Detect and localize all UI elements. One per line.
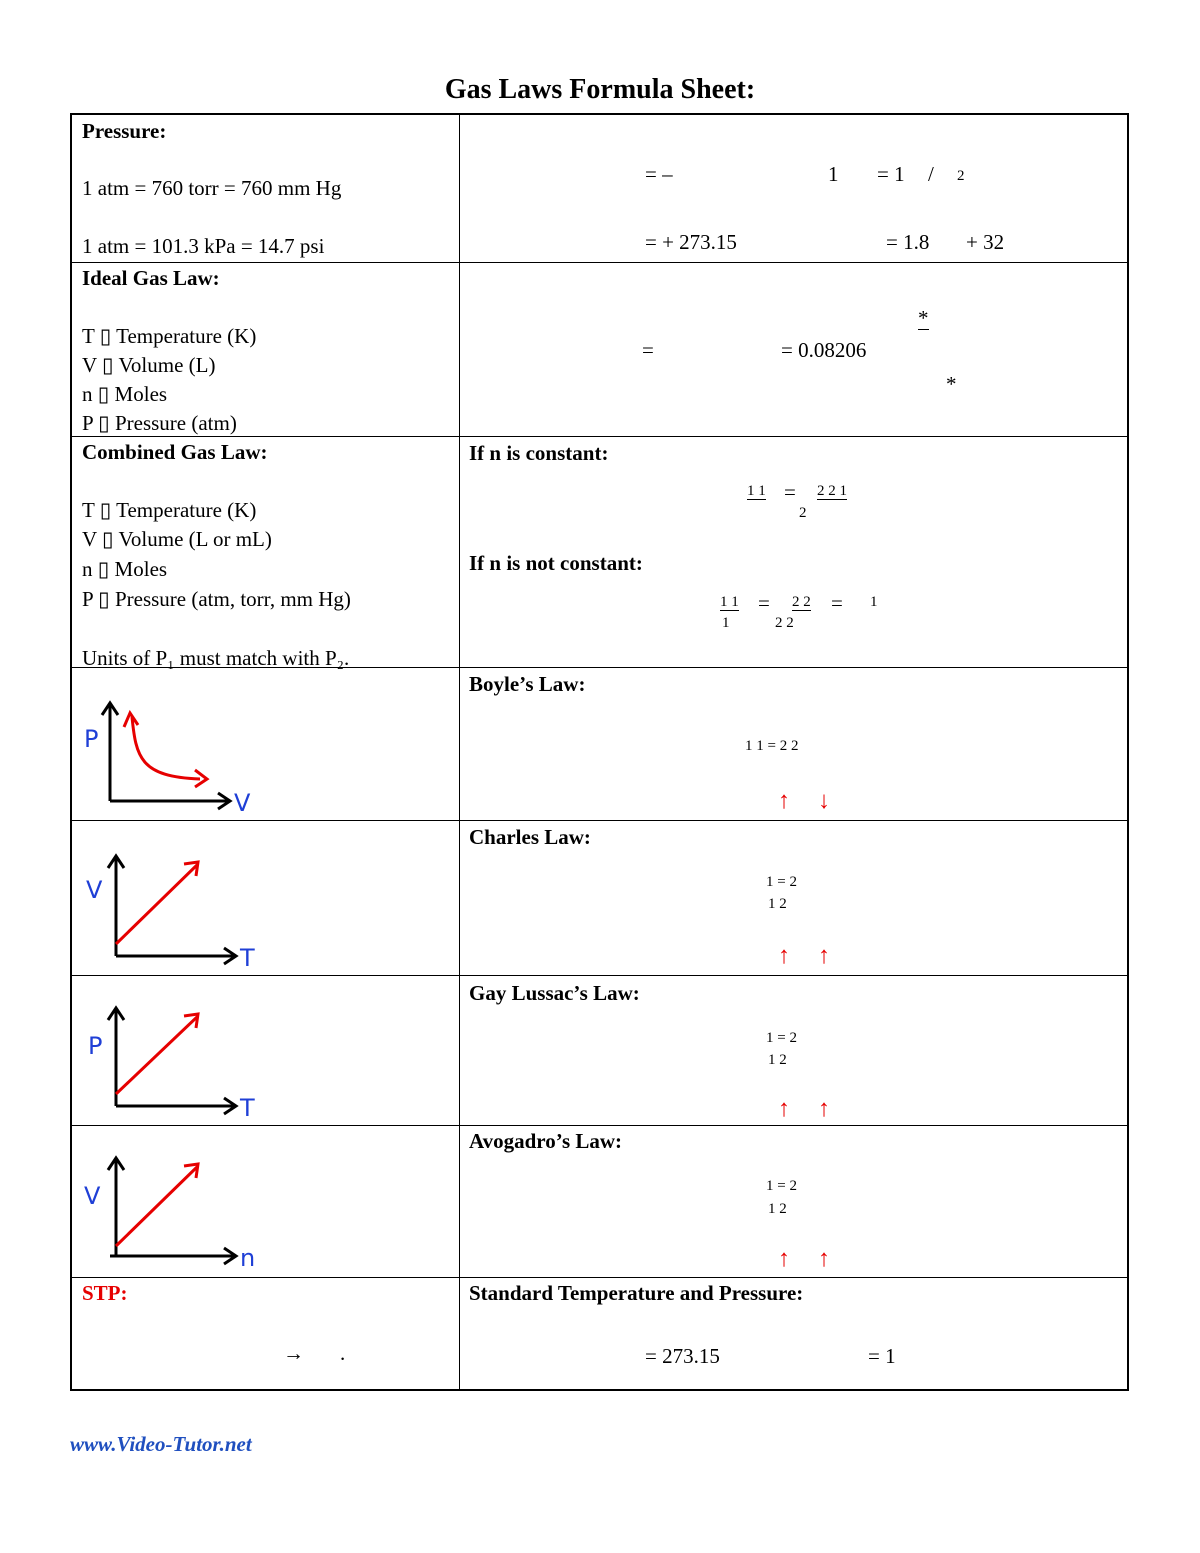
column-divider — [459, 115, 460, 1389]
linear-trend-line — [116, 1166, 198, 1246]
gay-lussac-heading: Gay Lussac’s Law: — [469, 981, 640, 1005]
row-divider — [72, 1277, 1127, 1278]
row-divider — [72, 1125, 1127, 1126]
standard-temperature: = 273.15 — [645, 1344, 720, 1368]
combined-eq1-right: 2 2 1 — [817, 483, 847, 499]
combined-eq2-den-left: 1 — [722, 615, 730, 631]
charles-arrow-up-icon-2: ↑ — [818, 943, 830, 969]
pressure-line-2: 1 atm = 101.3 kPa = 14.7 psi — [82, 234, 325, 258]
ideal-gas-heading: Ideal Gas Law: — [82, 266, 220, 290]
standard-pressure: = 1 — [868, 1344, 896, 1368]
stp-arrow-icon: → — [283, 1341, 304, 1365]
pressure-formula-5: 2 — [957, 168, 965, 184]
linear-trend-line — [116, 1016, 198, 1094]
ideal-var-p: P ▯ Pressure (atm) — [82, 411, 237, 435]
avogadro-arrow-up-icon-2: ↑ — [818, 1246, 830, 1272]
stp-heading: STP: — [82, 1281, 128, 1305]
pressure-heading: Pressure: — [82, 119, 167, 143]
row-divider — [72, 262, 1127, 263]
row-divider — [72, 436, 1127, 437]
fahrenheit-conversion-a: = 1.8 — [886, 230, 930, 254]
gay-lussac-denominator: 1 2 — [768, 1052, 787, 1068]
axis-label-y: V — [84, 1182, 101, 1210]
pressure-formula-3: = 1 — [877, 162, 905, 186]
gas-constant-star-bottom: * — [946, 372, 957, 396]
ideal-var-v: V ▯ Volume (L) — [82, 353, 216, 377]
ideal-var-t: T ▯ Temperature (K) — [82, 324, 257, 348]
pressure-line-1: 1 atm = 760 torr = 760 mm Hg — [82, 176, 342, 200]
pressure-formula-2: 1 — [828, 162, 839, 186]
gay-lussac-graph — [80, 1004, 270, 1124]
boyle-arrow-down-icon: ↓ — [818, 788, 830, 814]
ideal-equation: = — [642, 338, 654, 362]
combined-eq1-denominator: 2 — [799, 505, 807, 521]
stp-right-heading: Standard Temperature and Pressure: — [469, 1281, 804, 1305]
avogadro-numerator: 1 = 2 — [766, 1178, 797, 1194]
pressure-formula-4: / — [928, 162, 934, 186]
n-not-constant-heading: If n is not constant: — [469, 551, 643, 575]
gas-constant-star-top: * — [918, 306, 929, 330]
combined-eq2-left: 1 1 — [720, 594, 739, 610]
charles-numerator: 1 = 2 — [766, 874, 797, 890]
axis-label-y: V — [86, 876, 103, 904]
fahrenheit-conversion-b: + 32 — [966, 230, 1005, 254]
boyle-arrow-up-icon: ↑ — [778, 788, 790, 814]
website-link[interactable]: www.Video-Tutor.net — [70, 1432, 252, 1456]
axis-label-y: P — [84, 725, 99, 753]
combined-var-v: V ▯ Volume (L or mL) — [82, 527, 272, 551]
gas-constant-value: = 0.08206 — [781, 338, 867, 362]
combined-eq2-end: 1 — [870, 594, 878, 610]
row-divider — [72, 820, 1127, 821]
avogadro-denominator: 1 2 — [768, 1201, 787, 1217]
charles-denominator: 1 2 — [768, 896, 787, 912]
combined-eq2-right: 2 2 — [792, 594, 811, 610]
avogadro-graph — [80, 1154, 270, 1274]
n-constant-heading: If n is constant: — [469, 441, 609, 465]
charles-arrow-up-icon: ↑ — [778, 943, 790, 969]
axis-label-x: T — [240, 1094, 255, 1122]
pressure-formula-1: = – — [645, 162, 673, 186]
pressure-volume-curve — [132, 717, 200, 779]
boyle-graph — [80, 697, 270, 817]
kelvin-conversion: = + 273.15 — [645, 230, 737, 254]
axis-label-x: T — [240, 944, 255, 972]
combined-var-p: P ▯ Pressure (atm, torr, mm Hg) — [82, 587, 351, 611]
combined-heading: Combined Gas Law: — [82, 440, 268, 464]
combined-var-t: T ▯ Temperature (K) — [82, 498, 257, 522]
combined-eq2-equals-2: = — [831, 591, 843, 615]
charles-graph — [80, 852, 270, 972]
combined-eq1-equals: = — [784, 480, 796, 504]
gay-lussac-arrow-up-icon-2: ↑ — [818, 1096, 830, 1122]
axis-label-y: P — [88, 1032, 103, 1060]
combined-var-n: n ▯ Moles — [82, 557, 168, 581]
gay-lussac-arrow-up-icon: ↑ — [778, 1096, 790, 1122]
axis-label-x: V — [234, 789, 251, 817]
page-title: Gas Laws Formula Sheet: — [444, 74, 756, 105]
gay-lussac-numerator: 1 = 2 — [766, 1030, 797, 1046]
charles-heading: Charles Law: — [469, 825, 591, 849]
stp-dot: . — [340, 1341, 346, 1365]
boyle-equation: 1 1 = 2 2 — [745, 738, 799, 754]
combined-eq1-left: 1 1 — [747, 483, 766, 499]
linear-trend-line — [116, 864, 198, 944]
combined-eq2-equals: = — [758, 591, 770, 615]
axis-label-x: n — [240, 1244, 256, 1272]
combined-eq2-den-right: 2 2 — [775, 615, 794, 631]
boyle-heading: Boyle’s Law: — [469, 672, 586, 696]
combined-units-note: Units of P₁ must match with P₂. — [82, 646, 350, 670]
ideal-var-n: n ▯ Moles — [82, 382, 168, 406]
row-divider — [72, 975, 1127, 976]
avogadro-arrow-up-icon: ↑ — [778, 1246, 790, 1272]
avogadro-heading: Avogadro’s Law: — [469, 1129, 623, 1153]
